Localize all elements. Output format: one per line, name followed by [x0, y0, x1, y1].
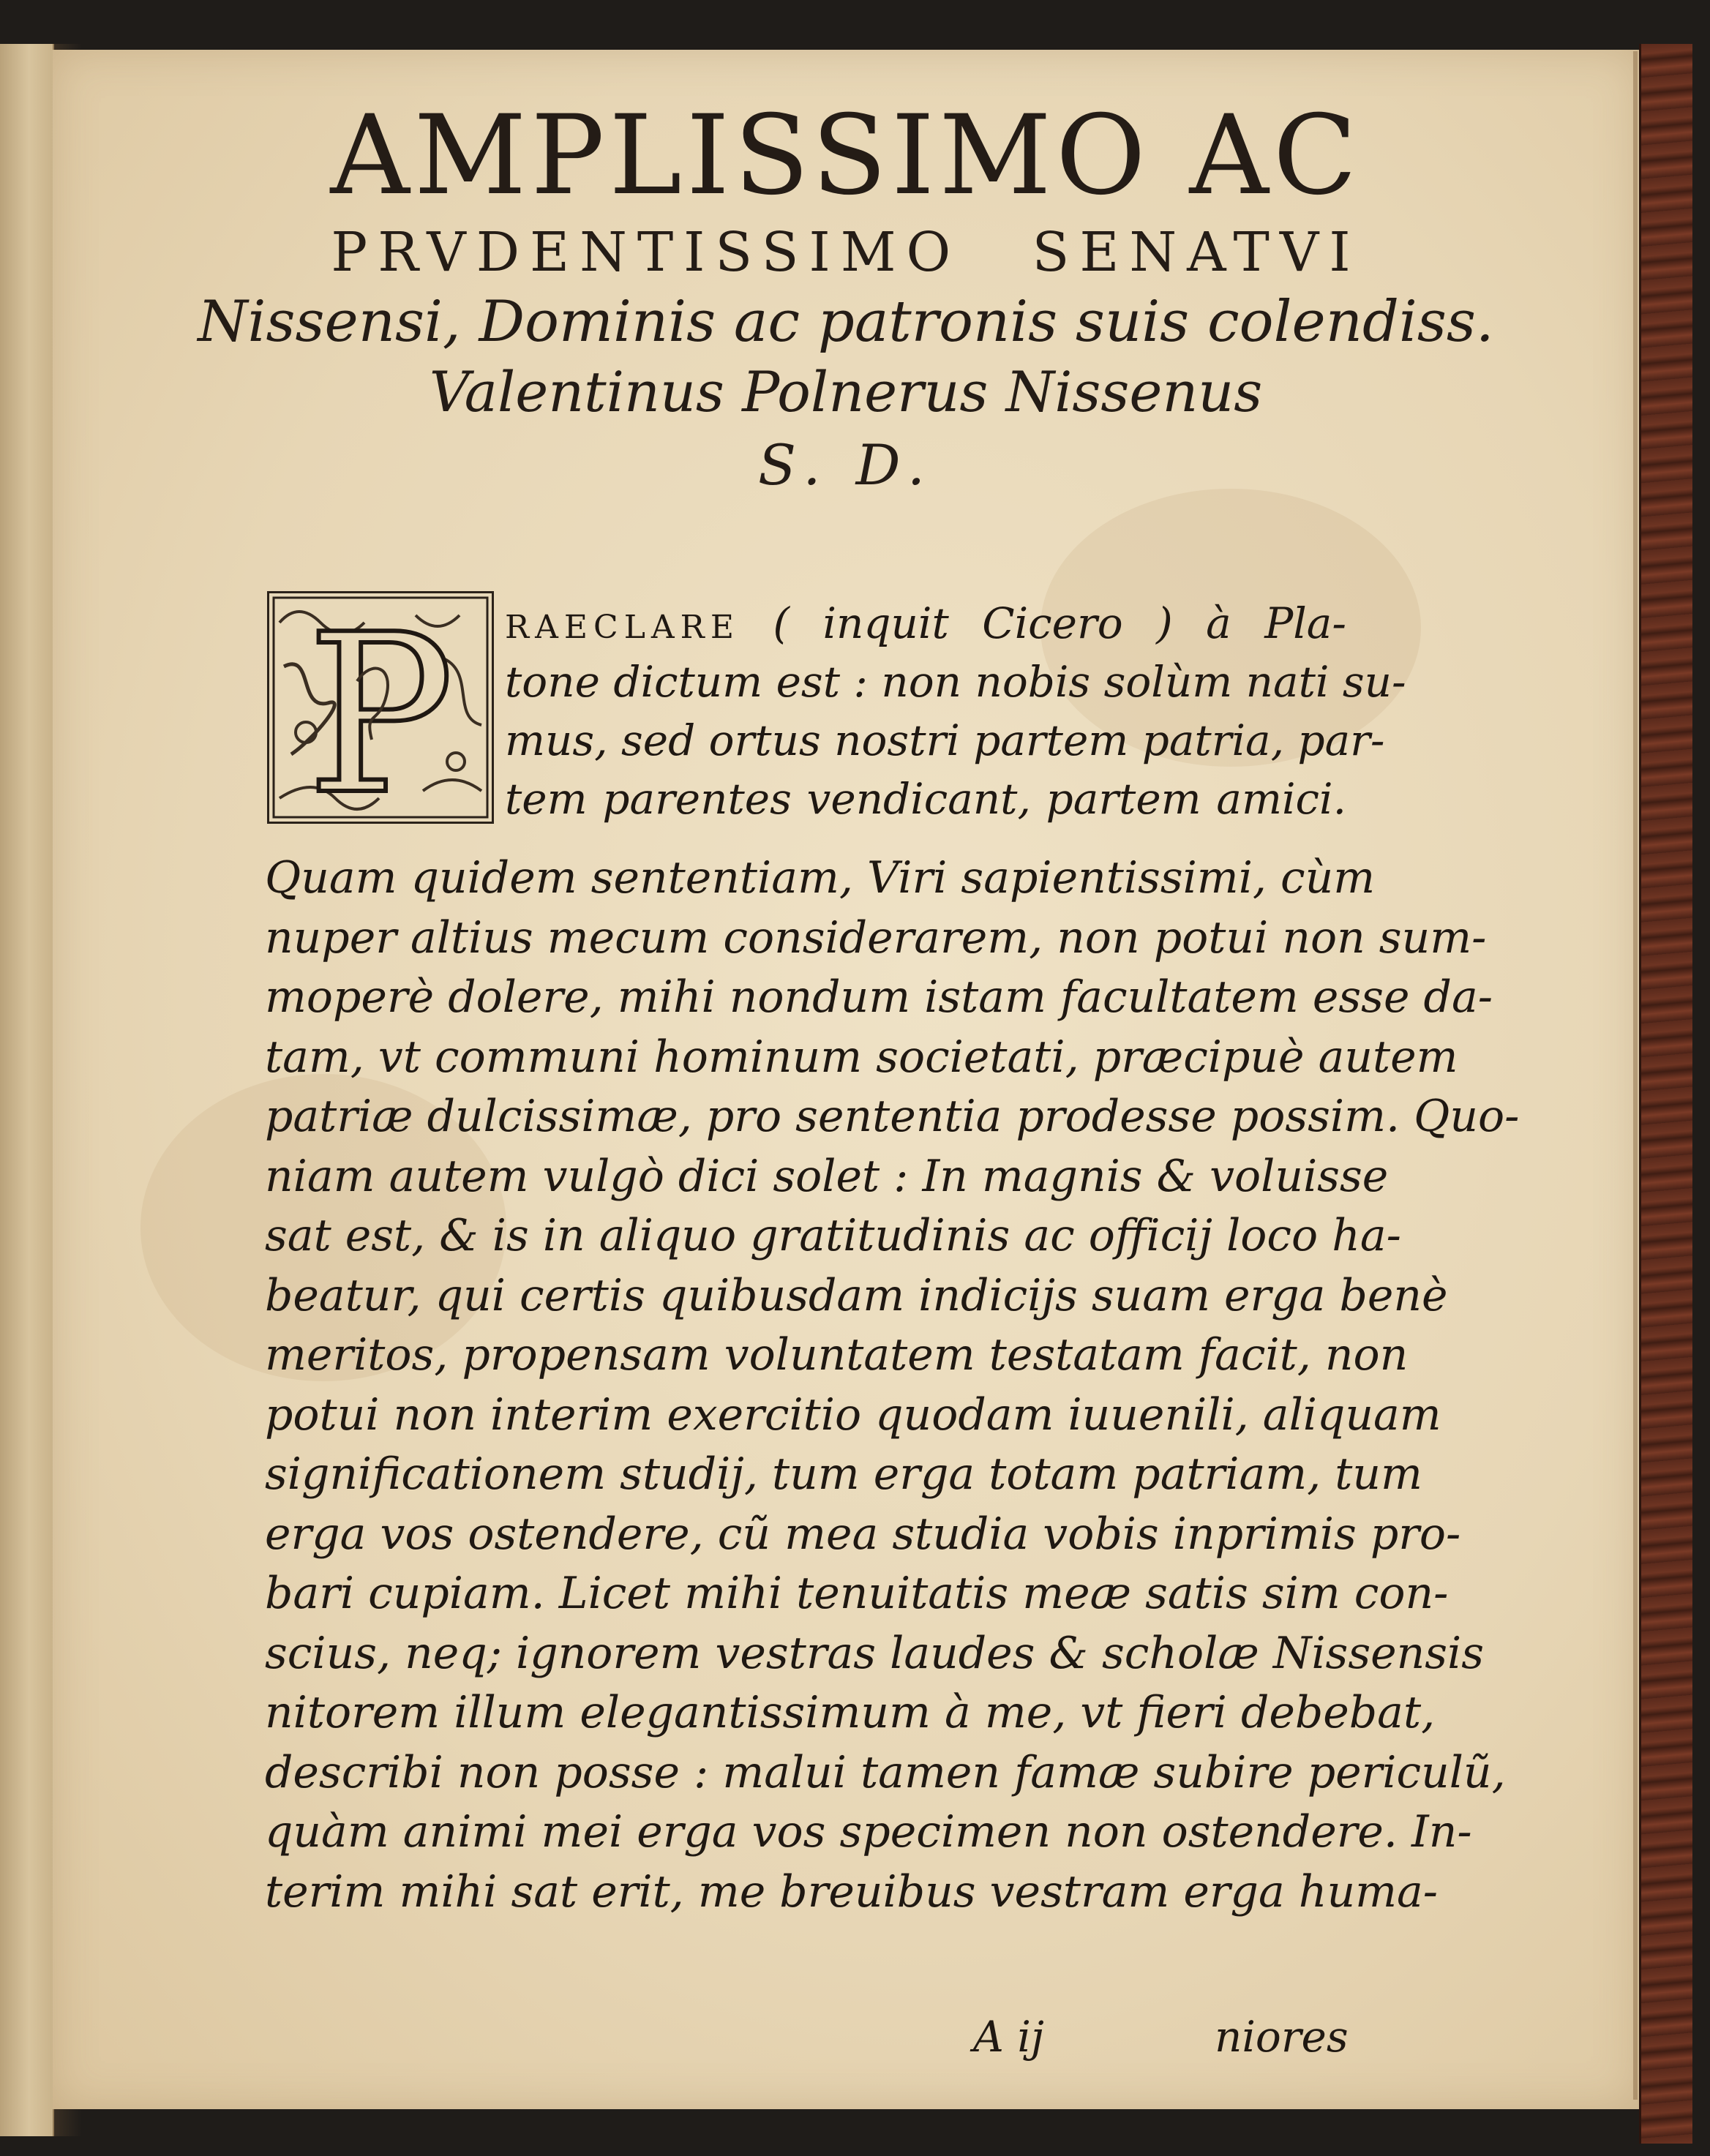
text-line: quàm animi mei erga vos specimen non ostendere. In- — [265, 1806, 1472, 1858]
author-line: Valentinus Polnerus Nissenus — [429, 359, 1263, 424]
text-line: tone dictum est : non nobis solùm nati su- — [505, 657, 1406, 707]
text-line: scius, neq; ignorem vestras laudes & scholæ Nissensis — [265, 1627, 1485, 1679]
text-line: describi non posse : malui tamen famæ subire periculũ, — [265, 1746, 1506, 1798]
body-text — [265, 849, 1520, 1922]
opening-lines — [505, 594, 1406, 828]
text-line: significationem studij, tum erga totam patriam, tum — [265, 1449, 1422, 1500]
text-line: niam autem vulgò dici solet : In magnis & voluisse — [265, 1150, 1389, 1202]
text-line: sat est, & is in aliquo gratitudinis ac officij loco ha- — [265, 1210, 1401, 1261]
initial-letter: P — [307, 593, 454, 822]
text-line: erga vos ostendere, cũ mea studia vobis inprimis pro- — [265, 1508, 1461, 1560]
text-line: Quam quidem sententiam, Viri sapientissimi, cùm — [265, 852, 1376, 904]
opening-word: RAECLARE — [505, 609, 740, 646]
title-line-1: AMPLISSIMO AC — [330, 92, 1362, 219]
opening-word-rest: ( inquit Cicero ) à Pla- — [739, 598, 1346, 648]
text-line: tam, vt communi hominum societati, præcipuè autem — [265, 1031, 1458, 1083]
facing-page-edge — [0, 44, 54, 2136]
decorated-initial-icon — [267, 591, 494, 824]
signature-mark: A ij — [973, 2012, 1044, 2062]
text-line: bari cupiam. Licet mihi tenuitatis meæ satis sim con- — [265, 1568, 1449, 1619]
text-line: beatur, qui certis quibusdam indicijs suam erga benè — [265, 1269, 1448, 1321]
title-line-2: PRVDENTISSIMO SENATVI — [331, 221, 1361, 284]
text-line: meritos, propensam voluntatem testatam facit, non — [265, 1329, 1409, 1381]
text-line: terim mihi sat erit, me breuibus vestram erga huma- — [265, 1866, 1439, 1918]
text-line: tem parentes vendicant, partem amici. — [505, 774, 1346, 824]
text-line: patriæ dulcissimæ, pro sententia prodesse possim. Quo- — [265, 1091, 1520, 1142]
text-line: mus, sed ortus nostri partem patria, par- — [505, 715, 1385, 765]
text-line — [505, 594, 1346, 653]
text-line: nuper altius mecum considerarem, non potui non sum- — [265, 912, 1487, 964]
salutation: S. D. — [757, 432, 934, 497]
marbled-cover-edge — [1639, 44, 1692, 2144]
dedication-line: Nissensi, Dominis ac patronis suis colendiss. — [198, 289, 1494, 355]
text-line: moperè dolere, mihi nondum istam facultatem esse da- — [265, 972, 1493, 1023]
text-line: potui non interim exercitio quodam iuuenili, aliquam — [265, 1389, 1441, 1441]
text-line: nitorem illum elegantissimum à me, vt fieri debebat, — [265, 1687, 1436, 1738]
catchword: niores — [1215, 2012, 1349, 2062]
